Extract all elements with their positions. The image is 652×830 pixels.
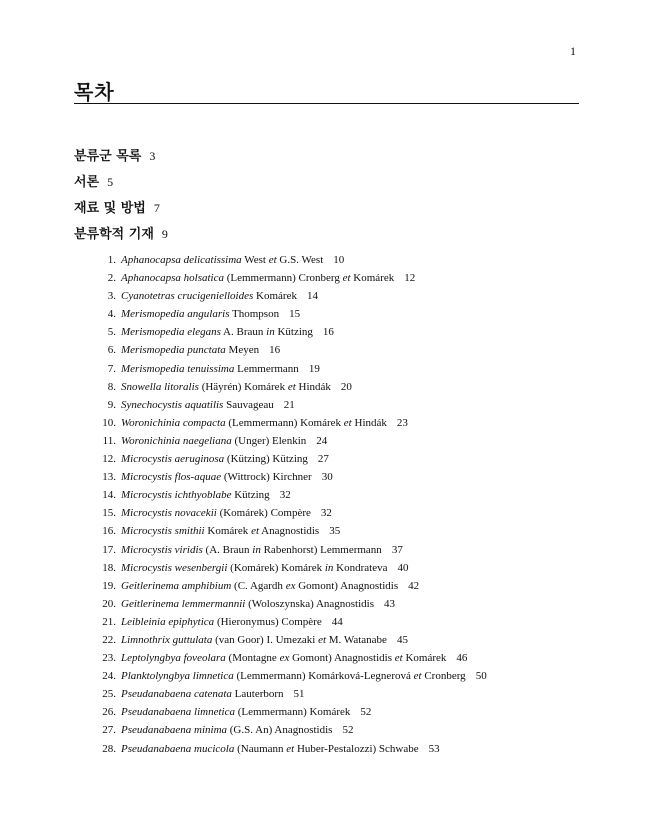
taxon-number: 21. <box>102 615 116 628</box>
taxon-name-roman: Sauvageau <box>223 398 274 411</box>
page-number: 1 <box>570 44 576 58</box>
taxon-name-italic: Merismopedia elegans <box>121 326 221 339</box>
taxon-page: 42 <box>408 579 420 592</box>
taxon-entry[interactable] <box>92 595 487 613</box>
taxon-page: 10 <box>333 254 345 266</box>
taxon-name-italic: Microcystis novacekii <box>121 507 217 520</box>
taxon-page: 16 <box>322 326 334 339</box>
taxon-page: 15 <box>289 308 301 321</box>
taxon-name <box>121 631 387 649</box>
taxon-name-roman: (C. Agardh <box>231 579 286 592</box>
taxon-name-roman: Komárek <box>253 290 297 303</box>
toc-entry[interactable] <box>74 144 168 170</box>
taxon-name-roman: (Hieronymus) Compère <box>214 615 322 628</box>
taxon-entry[interactable] <box>92 522 487 540</box>
taxon-entry[interactable] <box>92 685 487 703</box>
taxon-name-roman: (A. Braun <box>202 543 253 556</box>
taxon-name <box>121 378 331 396</box>
taxon-name-italic: et <box>343 416 352 429</box>
taxon-name <box>121 740 419 758</box>
taxon-name-italic: Woronichinia compacta <box>121 416 226 429</box>
taxon-page: 20 <box>340 380 352 393</box>
taxon-number: 20. <box>102 597 116 610</box>
taxon-name-roman: Gomont) Anagnostidis <box>295 579 399 592</box>
taxon-entry[interactable] <box>92 559 487 577</box>
taxon-number: 22. <box>102 633 116 646</box>
toc-entry-page: 9 <box>161 227 168 241</box>
taxon-name-italic: Aphanocapsa holsatica <box>121 272 224 285</box>
taxon-name-roman: Komárek <box>350 272 395 285</box>
taxon-name-italic: Microcystis aeruginosa <box>121 453 225 466</box>
toc-entry[interactable] <box>74 222 168 248</box>
taxon-name <box>121 667 466 685</box>
taxon-number: 25. <box>102 688 116 701</box>
taxon-page: 51 <box>293 688 305 701</box>
taxon-number: 23. <box>102 652 116 665</box>
taxon-page: 50 <box>475 670 487 683</box>
taxon-name-italic: Merismopedia punctata <box>121 344 226 357</box>
taxon-name <box>121 522 319 540</box>
taxon-name-roman: Kützing <box>274 326 313 339</box>
taxon-name-italic: Limnothrix guttulata <box>121 633 213 646</box>
taxon-name-italic: Pseudanabaena mucicola <box>121 742 235 755</box>
taxon-name-roman: (Kützing) Kützing <box>224 453 308 466</box>
taxon-page: 30 <box>321 471 333 484</box>
taxon-page: 24 <box>316 434 328 447</box>
taxon-name-roman: Cronberg <box>421 670 466 683</box>
taxon-name <box>121 396 274 414</box>
taxon-entry[interactable] <box>92 360 487 378</box>
taxon-name-italic: Merismopedia tenuissima <box>121 362 235 375</box>
taxon-page: 14 <box>306 290 318 303</box>
taxon-page: 21 <box>283 398 295 411</box>
taxon-name-roman: Rabenhorst) Lemmermann <box>260 543 382 556</box>
taxon-name-italic: Synechocystis aquatilis <box>121 398 224 411</box>
taxon-name-italic: Leibleinia epiphytica <box>121 615 215 628</box>
taxon-number: 9. <box>107 398 116 411</box>
taxon-name <box>121 577 398 595</box>
toc-entry-page: 5 <box>107 175 114 189</box>
taxon-number: 7. <box>107 362 116 375</box>
taxon-name <box>121 323 313 341</box>
taxon-page: 32 <box>320 507 332 520</box>
taxon-page: 35 <box>329 525 341 538</box>
taxon-name-italic: Microcystis smithii <box>121 525 205 538</box>
taxon-name <box>121 595 374 613</box>
toc-entry[interactable] <box>74 170 168 196</box>
taxon-name-italic: et <box>251 525 260 538</box>
taxon-number: 2. <box>107 272 116 285</box>
taxon-name <box>121 269 394 287</box>
taxon-name-italic: in <box>266 326 275 339</box>
taxon-name-roman: G.S. West <box>276 254 324 266</box>
taxon-name-italic: ex <box>285 579 296 592</box>
toc-entry[interactable] <box>74 196 168 222</box>
taxon-name-roman: (Montagne <box>225 652 280 665</box>
taxon-entry[interactable] <box>92 541 487 559</box>
title-rule <box>74 103 579 104</box>
taxon-number: 26. <box>102 706 116 719</box>
taxon-entry[interactable] <box>92 341 487 359</box>
taxon-name-roman: (Komárek) Compère <box>216 507 311 520</box>
taxon-number: 17. <box>102 543 116 556</box>
taxon-name-italic: Microcystis ichthyoblabe <box>121 489 232 502</box>
taxon-name-roman: (Lemmermann) Komárek <box>234 706 351 719</box>
taxon-name-italic: Pseudanabaena catenata <box>121 688 232 701</box>
taxon-number: 16. <box>102 525 116 538</box>
taxon-number: 11. <box>102 434 116 447</box>
taxon-number: 15. <box>102 507 116 520</box>
taxon-entry[interactable] <box>92 631 487 649</box>
taxon-entry[interactable] <box>92 414 487 432</box>
taxon-number: 28. <box>102 742 116 755</box>
taxon-name <box>121 541 382 559</box>
taxon-name-italic: Geitlerinema lemmermannii <box>121 597 246 610</box>
taxon-name <box>121 486 270 504</box>
taxon-page: 12 <box>404 272 416 285</box>
taxon-name-italic: et <box>413 670 422 683</box>
taxon-name-italic: et <box>286 742 295 755</box>
taxon-name <box>121 685 284 703</box>
taxon-page: 27 <box>317 453 329 466</box>
taxon-number: 19. <box>102 579 116 592</box>
taxon-name-italic: et <box>268 254 277 266</box>
taxon-name-roman: A. Braun <box>220 326 267 339</box>
taxon-entry[interactable] <box>92 703 487 721</box>
taxon-entry[interactable] <box>92 269 487 287</box>
taxon-name-italic: Microcystis wesenbergii <box>121 561 228 574</box>
taxon-entry[interactable] <box>92 649 487 667</box>
taxon-name-roman: Komárek <box>204 525 252 538</box>
taxon-page: 44 <box>331 615 343 628</box>
taxon-name-italic: Microcystis flos-aquae <box>121 471 222 484</box>
taxon-page: 32 <box>279 489 291 502</box>
taxon-entry[interactable] <box>92 305 487 323</box>
taxon-name-italic: in <box>252 543 261 556</box>
taxon-name-roman: (Häyrén) Komárek <box>198 380 288 393</box>
taxon-name-roman: (Wittrock) Kirchner <box>221 471 312 484</box>
taxon-entry[interactable] <box>92 396 487 414</box>
taxon-entry[interactable] <box>92 287 487 305</box>
taxon-name-roman: Meyen <box>225 344 260 357</box>
taxon-number: 4. <box>107 308 116 321</box>
taxon-entry[interactable] <box>92 450 487 468</box>
taxon-page: 46 <box>456 652 468 665</box>
taxon-name <box>121 703 350 721</box>
taxon-name <box>121 305 279 323</box>
taxon-name-roman: Huber-Pestalozzi) Schwabe <box>294 742 419 755</box>
taxon-name-roman: Gomont) Anagnostidis <box>289 652 395 665</box>
taxon-entry[interactable] <box>92 323 487 341</box>
taxon-entry[interactable] <box>92 504 487 522</box>
taxon-name-italic: Aphanocapsa delicatissima <box>121 254 242 266</box>
toc-entry-label: 재료 및 방법 <box>74 201 146 216</box>
taxon-name-roman: (Lemmermann) Komárková-Legnerová <box>233 670 414 683</box>
taxon-name-italic: ex <box>279 652 290 665</box>
taxon-name-italic: Snowella litoralis <box>121 380 199 393</box>
taxon-name <box>121 341 259 359</box>
taxon-page: 52 <box>342 724 354 737</box>
taxon-name-italic: Planktolyngbya limnetica <box>121 670 234 683</box>
taxon-name-roman: (Lemmermann) Cronberg <box>223 272 343 285</box>
taxon-number: 8. <box>107 380 116 393</box>
toc-sections <box>74 144 168 248</box>
taxon-number: 3. <box>107 290 116 303</box>
taxon-name-roman: (Woloszynska) Anagnostidis <box>245 597 375 610</box>
taxon-number: 24. <box>102 670 116 683</box>
taxon-name-roman: Lauterborn <box>231 688 284 701</box>
taxon-page: 52 <box>360 706 372 719</box>
taxon-name <box>121 649 446 667</box>
taxon-entry[interactable] <box>92 721 487 739</box>
taxon-name-roman: Kützing <box>231 489 270 502</box>
taxon-name-roman: West <box>241 254 269 266</box>
taxon-number: 10. <box>102 416 116 429</box>
taxon-name <box>121 432 306 450</box>
taxon-name-roman: (van Goor) I. Umezaki <box>212 633 319 646</box>
taxon-page: 43 <box>384 597 396 610</box>
taxon-name <box>121 287 297 305</box>
toc-entry-label: 분류학적 기재 <box>74 227 154 242</box>
taxon-entry[interactable] <box>92 378 487 396</box>
taxon-name-roman: (Lemmermann) Komárek <box>225 416 344 429</box>
taxon-entry[interactable] <box>92 577 487 595</box>
taxon-number: 12. <box>102 453 116 466</box>
taxon-name-italic: Woronichinia naegeliana <box>121 434 232 447</box>
taxon-entry[interactable] <box>92 667 487 685</box>
taxon-page: 37 <box>391 543 403 556</box>
taxon-number: 18. <box>102 561 116 574</box>
taxon-name-italic: et <box>394 652 403 665</box>
taxon-name-roman: Hindák <box>351 416 387 429</box>
taxa-list <box>92 251 487 758</box>
taxon-name <box>121 613 322 631</box>
toc-entry-label: 분류군 목록 <box>74 149 142 164</box>
taxon-number: 27. <box>102 724 116 737</box>
taxon-entry[interactable] <box>92 468 487 486</box>
taxon-name <box>121 251 323 269</box>
taxon-name-italic: et <box>342 272 351 285</box>
taxon-page: 23 <box>396 416 408 429</box>
taxon-name <box>121 414 387 432</box>
taxon-page: 40 <box>397 561 409 574</box>
taxon-name-roman: (Unger) Elenkin <box>231 434 307 447</box>
taxon-page: 16 <box>269 344 281 357</box>
taxon-page: 45 <box>396 633 408 646</box>
taxon-name-roman: (Naumann <box>234 742 287 755</box>
toc-entry-page: 7 <box>153 201 160 215</box>
taxon-name-italic: Geitlerinema amphibium <box>121 579 232 592</box>
taxon-entry[interactable] <box>92 613 487 631</box>
page-title: 목차 <box>74 80 115 104</box>
taxon-name <box>121 504 311 522</box>
taxon-entry[interactable] <box>92 740 487 758</box>
taxon-number: 13. <box>102 471 116 484</box>
taxon-name-roman: Anagnostidis <box>259 525 320 538</box>
taxon-name-italic: Microcystis viridis <box>121 543 203 556</box>
taxon-name-italic: et <box>318 633 327 646</box>
taxon-name <box>121 468 312 486</box>
taxon-number: 1. <box>107 254 116 266</box>
taxon-page: 53 <box>428 742 440 755</box>
taxon-entry[interactable] <box>92 432 487 450</box>
taxon-name-roman: (Komárek) Komárek <box>227 561 325 574</box>
taxon-number: 6. <box>107 344 116 357</box>
taxon-number: 5. <box>107 326 116 339</box>
taxon-name-italic: Leptolyngbya foveolara <box>121 652 226 665</box>
taxon-name-roman: Hindák <box>295 380 331 393</box>
taxon-name-roman: Komárek <box>402 652 447 665</box>
taxon-name-roman: M. Watanabe <box>326 633 387 646</box>
taxon-name-italic: Cyanotetras crucigenielloides <box>121 290 254 303</box>
taxon-page: 19 <box>308 362 320 375</box>
taxon-name <box>121 559 387 577</box>
toc-entry-page: 3 <box>149 149 156 163</box>
taxon-name-italic: Merismopedia angularis <box>121 308 230 321</box>
taxon-entry[interactable] <box>92 251 487 269</box>
taxon-name-roman: Kondrateva <box>333 561 388 574</box>
taxon-name-italic: Pseudanabaena limnetica <box>121 706 235 719</box>
taxon-name-italic: et <box>287 380 296 393</box>
taxon-name-roman: (G.S. An) Anagnostidis <box>227 724 333 737</box>
taxon-number: 14. <box>102 489 116 502</box>
taxon-name-roman: Lemmermann <box>234 362 299 375</box>
taxon-name <box>121 450 308 468</box>
taxon-name <box>121 360 299 378</box>
toc-entry-label: 서론 <box>74 175 100 190</box>
taxon-entry[interactable] <box>92 486 487 504</box>
taxon-name-roman: Thompson <box>229 308 280 321</box>
taxon-name <box>121 721 332 739</box>
taxon-name-italic: in <box>324 561 334 574</box>
taxon-name-italic: Pseudanabaena minima <box>121 724 228 737</box>
